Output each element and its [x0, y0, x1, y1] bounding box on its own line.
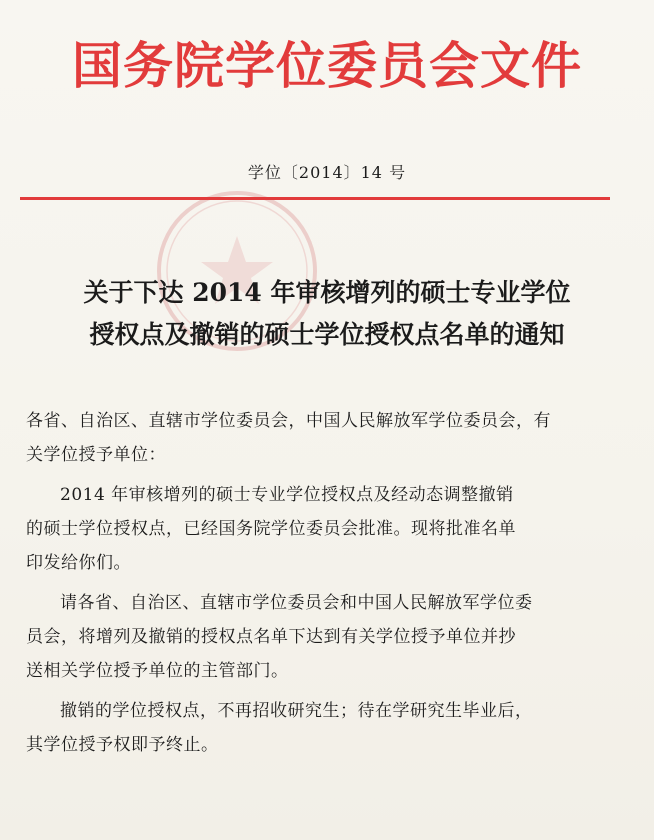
paragraph-approval [26, 478, 626, 580]
header-divider [20, 197, 610, 200]
notice-title-line: 关于下达 2014 年审核增列的硕士专业学位 [83, 278, 571, 307]
document-body [26, 404, 626, 768]
paragraph-line: 送相关学位授予单位的主管部门。 [26, 661, 289, 681]
paragraph-line: 请各省、自治区、直辖市学位委员会和中国人民解放军学位委 [60, 593, 533, 613]
document-header-title: 国务院学位委员会文件 [72, 36, 582, 95]
paragraph-revocation [26, 694, 626, 762]
paragraph-line: 员会，将增列及撤销的授权点名单下达到有关学位授予单位并抄 [26, 627, 516, 647]
notice-title-line: 授权点及撤销的硕士学位授权点名单的通知 [89, 320, 565, 349]
salutation-line: 关学位授予单位： [26, 445, 166, 465]
paragraph-line: 印发给你们。 [26, 553, 131, 573]
paragraph-request [26, 586, 626, 688]
paragraph-line: 2014 年审核增列的硕士专业学位授权点及经动态调整撤销 [60, 485, 514, 505]
paragraph-line: 其学位授予权即予终止。 [26, 735, 219, 755]
paragraph-line: 的硕士学位授权点，已经国务院学位委员会批准。现将批准名单 [26, 519, 516, 539]
paragraph-line: 撤销的学位授权点，不再招收研究生；待在学研究生毕业后， [60, 701, 533, 721]
salutation-line: 各省、自治区、直辖市学位委员会，中国人民解放军学位委员会，有 [26, 411, 551, 431]
notice-title [0, 272, 654, 356]
document-number: 学位〔2014〕14 号 [247, 163, 407, 182]
salutation [26, 404, 626, 472]
